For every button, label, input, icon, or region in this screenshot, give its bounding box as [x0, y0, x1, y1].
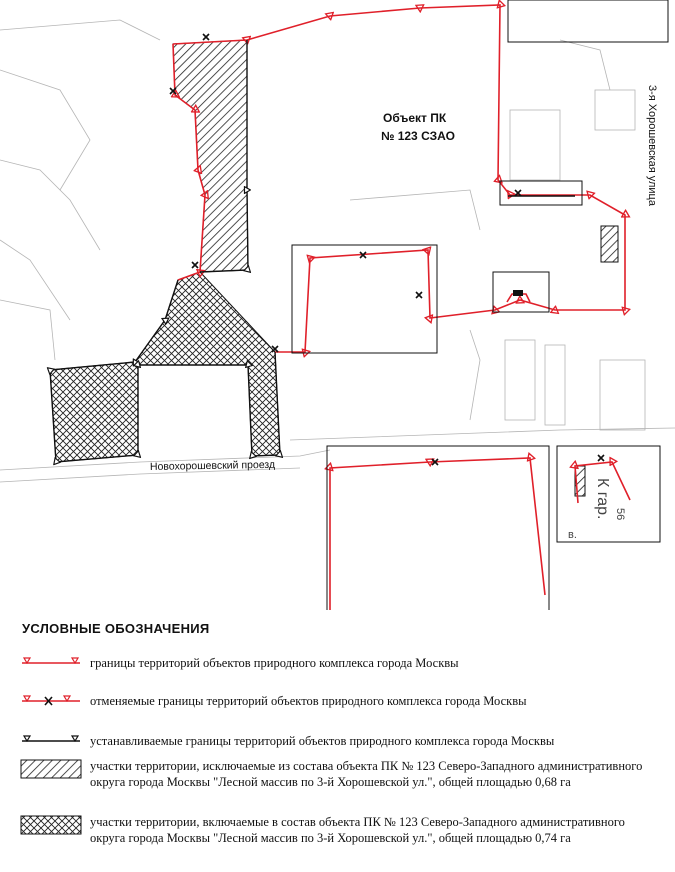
inset-label-garage: К гар.	[594, 478, 611, 520]
legend-symbol-cross-hatch	[20, 814, 82, 836]
legend-text: отменяемые границы территорий объектов природного комплекса города Москвы	[90, 694, 527, 708]
inset-label-letter: в.	[568, 529, 577, 541]
legend-text: участки территории, включаемые в состав объекта ПК № 123 Северо-Западного административного округа города Москвы "Лесной массив по 3-й Хорошевской ул.", общей площадью 0,74 га	[90, 815, 625, 845]
street-south-label: Новохорошевский проезд	[149, 458, 276, 473]
legend-item-excluded-area	[20, 758, 660, 808]
legend-item-pk-boundary	[20, 655, 660, 673]
legend-symbol-red-boundary	[20, 655, 82, 671]
excluded-areas	[173, 40, 618, 496]
legend-symbol-black-boundary	[20, 733, 82, 749]
inset-label-number: 56	[614, 508, 626, 521]
object-label-line2: № 123 СЗАО	[381, 129, 455, 143]
legend-item-established-boundary	[20, 733, 660, 751]
object-label-line1: Объект ПК	[383, 111, 447, 125]
legend-text: устанавливаемые границы территорий объектов природного комплекса города Москвы	[90, 734, 555, 748]
legend-item-included-area	[20, 814, 660, 864]
legend-symbol-cancelled-boundary	[20, 693, 82, 709]
legend-symbol-diagonal-hatch	[20, 758, 82, 780]
gate-structure-base	[513, 290, 523, 296]
legend-item-cancelled-boundary	[20, 693, 660, 711]
legend-text: границы территорий объектов природного комплекса города Москвы	[90, 656, 459, 670]
legend-text: участки территории, исключаемые из состава объекта ПК № 123 Северо-Западного административного округа города Москвы "Лесной массив по 3-й Хорошевской ул.", общей площадью 0,68 га	[90, 759, 643, 789]
street-east-label: 3-я Хорошевская улица	[646, 85, 658, 206]
legend-title: УСЛОВНЫЕ ОБОЗНАЧЕНИЯ	[22, 621, 210, 636]
